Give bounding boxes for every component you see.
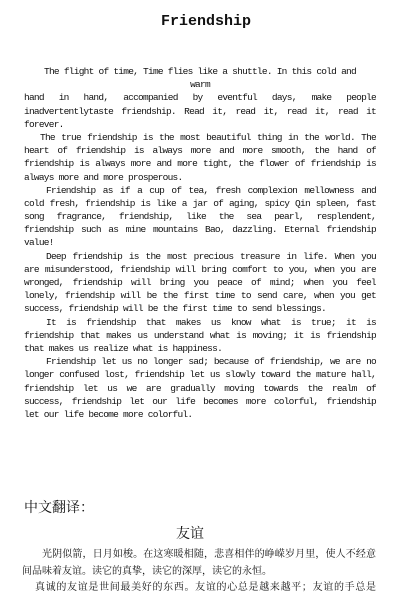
paragraph	[24, 355, 376, 421]
text-line: are misunderstood, friendship will bring comfort to you, when you are	[24, 263, 376, 275]
text-line: lonely, friendship will be the first time to send care, when you get	[24, 290, 376, 302]
text-line: friendship let us we are gradually moving towards the realm of	[24, 382, 376, 394]
text-line: It is friendship that makes us know what is true; it is	[46, 316, 376, 328]
text-line: heart of friendship is always more and more smooth, the hand of	[24, 145, 376, 157]
paragraph	[24, 250, 376, 316]
text-line: inadvertentlytaste friendship. Read it, read it, read it, read it	[24, 105, 376, 117]
paragraph	[24, 65, 376, 131]
text-line: forever.	[24, 118, 64, 130]
paragraph	[24, 131, 376, 184]
paragraph	[24, 184, 376, 250]
text-line: hand in hand, accompanied by eventful days, make people	[24, 92, 376, 104]
text-line: success, friendship will be the first time to send blessings.	[24, 303, 327, 315]
text-line: always more and more prosperous.	[24, 171, 183, 183]
text-line: friendship that makes us understand what is moving; it is friendship	[24, 329, 376, 341]
paragraph	[24, 316, 376, 356]
text-line: 间品味着友谊。读它的真挚，读它的深厚，读它的永恒。	[22, 565, 272, 577]
document-title: Friendship	[160, 13, 251, 30]
text-line: longer confused lost, friendship let us slowly toward the mature hall,	[24, 369, 376, 381]
chinese-translation-section	[22, 547, 376, 597]
text-line: 光阴似箭，日月如梭。在这寒暖相随，悲喜相伴的峥嵘岁月里，使人不经意	[42, 549, 376, 560]
paragraph	[22, 580, 376, 597]
translation-heading: 中文翻译：	[24, 500, 94, 516]
translation-title: 友谊	[176, 526, 204, 542]
text-line: The flight of time, Time flies like a shuttle. In this cold and	[44, 66, 356, 77]
paragraph	[22, 547, 376, 580]
text-line: 真诚的友谊是世间最美好的东西。友谊的心总是越来越平；友谊的手总是	[35, 582, 376, 593]
text-line: that makes us realize what is happiness.	[24, 342, 223, 354]
text-line: Friendship let us no longer sad; because of friendship, we are no	[46, 356, 376, 368]
text-line: success, friendship let our life becomes more colorful, friendship	[24, 395, 376, 407]
text-line: The true friendship is the most beautiful thing in the world. The	[40, 131, 376, 143]
text-line: let our life become more colorful.	[24, 408, 193, 420]
text-line: friendship is always more and more tight, the flower of friendship is	[24, 158, 376, 170]
text-line: Deep friendship is the most precious treasure in life. When you	[46, 250, 376, 262]
text-line: friendship such as mine mountains Bao, dazzling. Eternal friendship	[24, 224, 376, 236]
text-line: song fragrance, friendship, like the sea pearl, resplendent,	[24, 211, 376, 223]
text-line: value!	[24, 237, 54, 249]
english-text-section	[24, 65, 376, 421]
text-line: warm	[190, 79, 210, 91]
text-line: cold fresh, friendship is like a jar of aging, spicy Qin spleen, fast	[24, 197, 376, 209]
text-line: wronged, friendship will bring you peace of mind; when you feel	[24, 277, 376, 288]
text-line: Friendship as if a cup of tea, fresh complexion mellowness and	[46, 184, 376, 196]
